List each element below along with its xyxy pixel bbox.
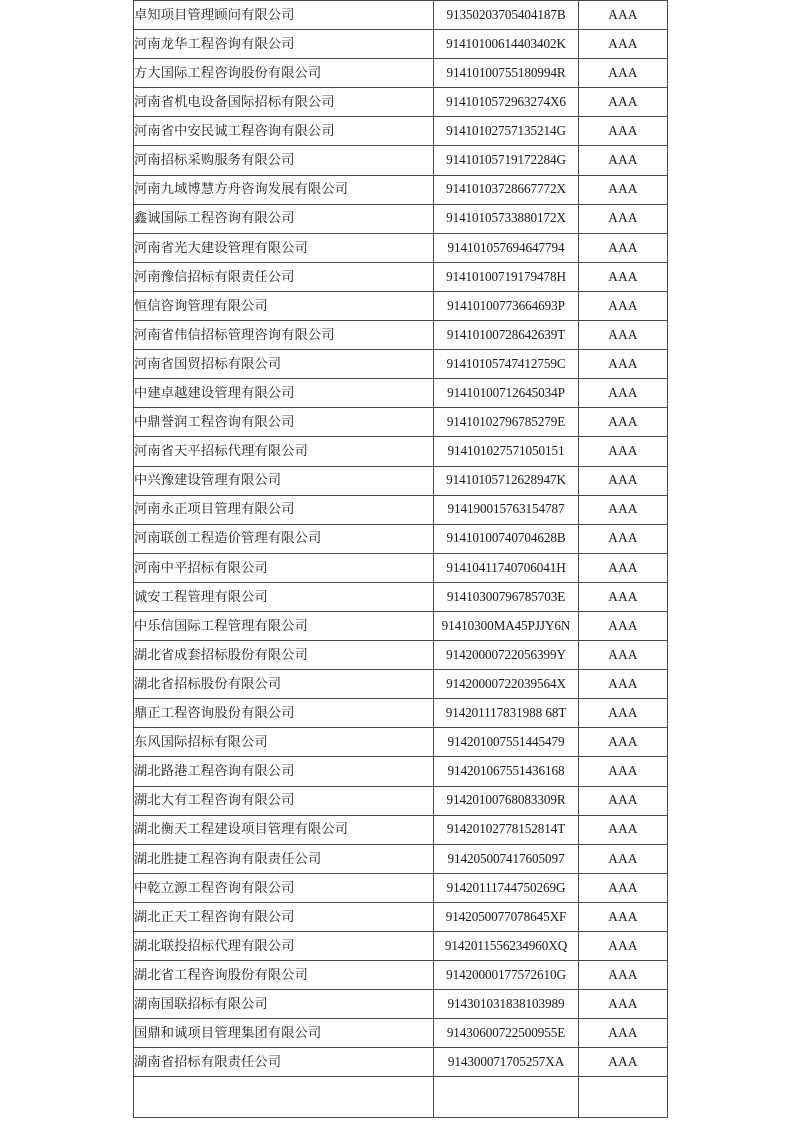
cell-organization-name: 恒信咨询管理有限公司 [134, 291, 434, 320]
cell-credit-grade: AAA [579, 437, 668, 466]
cell-credit-code: 914101057694647794 [434, 233, 579, 262]
cell-organization-name: 河南招标采购服务有限公司 [134, 146, 434, 175]
table-row [134, 641, 668, 670]
cell-organization-name: 湖北胜捷工程咨询有限责任公司 [134, 844, 434, 873]
cell-credit-grade: AAA [579, 175, 668, 204]
cell-organization-name: 湖北省成套招标股份有限公司 [134, 641, 434, 670]
cell-credit-code: 91410100773664693P [434, 291, 579, 320]
cell-organization-name: 河南九域博慧方舟咨询发展有限公司 [134, 175, 434, 204]
cell-credit-code: 91410300796785703E [434, 582, 579, 611]
cell-credit-code: 91410100728642639T [434, 321, 579, 350]
cell-organization-name: 鑫诚国际工程咨询有限公司 [134, 204, 434, 233]
table-row [134, 670, 668, 699]
table-row [134, 1048, 668, 1077]
cell-credit-code: 91430600722500955E [434, 1019, 579, 1048]
registry-table-body [134, 1, 668, 1118]
table-row [134, 175, 668, 204]
table-row [134, 437, 668, 466]
cell-organization-name: 河南中平招标有限公司 [134, 553, 434, 582]
cell-credit-code: 91410411740706041H [434, 553, 579, 582]
cell-credit-grade: AAA [579, 59, 668, 88]
cell-credit-code: 914201067551436168 [434, 757, 579, 786]
cell-credit-code: 91410105733880172X [434, 204, 579, 233]
cell-credit-grade: AAA [579, 204, 668, 233]
table-row [134, 1077, 668, 1118]
cell-credit-grade: AAA [579, 233, 668, 262]
table-row [134, 786, 668, 815]
table-row [134, 728, 668, 757]
cell-credit-code: 9142011556234960XQ [434, 932, 579, 961]
cell-credit-code: 91420000177572610G [434, 961, 579, 990]
cell-organization-name: 中兴豫建设管理有限公司 [134, 466, 434, 495]
table-row [134, 379, 668, 408]
cell-credit-grade: AAA [579, 350, 668, 379]
table-row [134, 204, 668, 233]
cell-credit-code: 9142050077078645XF [434, 902, 579, 931]
table-row [134, 88, 668, 117]
cell-credit-code: 91410100740704628B [434, 524, 579, 553]
table-row [134, 582, 668, 611]
table-row [134, 932, 668, 961]
cell-credit-code: 91410105747412759C [434, 350, 579, 379]
cell-organization-name: 湖北省工程咨询股份有限公司 [134, 961, 434, 990]
cell-credit-grade: AAA [579, 699, 668, 728]
cell-organization-name: 河南省天平招标代理有限公司 [134, 437, 434, 466]
cell-organization-name: 河南龙华工程咨询有限公司 [134, 30, 434, 59]
cell-credit-code: 914101027571050151 [434, 437, 579, 466]
cell-organization-name: 河南豫信招标有限责任公司 [134, 262, 434, 291]
cell-organization-name: 湖北省招标股份有限公司 [134, 670, 434, 699]
cell-credit-code: 91420111744750269G [434, 873, 579, 902]
cell-organization-name: 河南省中安民诚工程咨询有限公司 [134, 117, 434, 146]
table-row [134, 146, 668, 175]
cell-organization-name: 中建卓越建设管理有限公司 [134, 379, 434, 408]
table-row [134, 466, 668, 495]
cell-credit-code: 91410105712628947K [434, 466, 579, 495]
table-row [134, 524, 668, 553]
table-row [134, 30, 668, 59]
table-row [134, 233, 668, 262]
cell-credit-code: 91420000722056399Y [434, 641, 579, 670]
cell-organization-name: 卓知项目管理顾问有限公司 [134, 1, 434, 30]
table-row [134, 699, 668, 728]
cell-credit-grade: AAA [579, 30, 668, 59]
table-row [134, 350, 668, 379]
cell-credit-grade: AAA [579, 1019, 668, 1048]
cell-credit-code: 91410300MA45PJJY6N [434, 611, 579, 640]
cell-credit-grade: AAA [579, 641, 668, 670]
cell-credit-code: 91410100614403402K [434, 30, 579, 59]
table-row [134, 553, 668, 582]
cell-organization-name: 中鼎誉润工程咨询有限公司 [134, 408, 434, 437]
cell-credit-code [434, 1077, 579, 1118]
cell-organization-name: 河南省国贸招标有限公司 [134, 350, 434, 379]
cell-credit-code: 914201117831988 68T [434, 699, 579, 728]
cell-credit-code: 91420000722039564X [434, 670, 579, 699]
cell-credit-grade: AAA [579, 408, 668, 437]
cell-organization-name: 中乾立源工程咨询有限公司 [134, 873, 434, 902]
table-row [134, 844, 668, 873]
cell-credit-code: 914205007417605097 [434, 844, 579, 873]
table-row [134, 815, 668, 844]
cell-organization-name: 诚安工程管理有限公司 [134, 582, 434, 611]
table-row [134, 1019, 668, 1048]
cell-credit-code: 91410102796785279E [434, 408, 579, 437]
cell-credit-code: 914190015763154787 [434, 495, 579, 524]
cell-credit-grade: AAA [579, 815, 668, 844]
table-row [134, 408, 668, 437]
cell-credit-grade: AAA [579, 466, 668, 495]
cell-organization-name: 湖北大有工程咨询有限公司 [134, 786, 434, 815]
table-row [134, 611, 668, 640]
cell-credit-code: 91420100768083309R [434, 786, 579, 815]
cell-organization-name [134, 1077, 434, 1118]
registry-table [133, 0, 668, 1118]
table-row [134, 1, 668, 30]
cell-credit-grade: AAA [579, 990, 668, 1019]
cell-credit-grade: AAA [579, 844, 668, 873]
cell-organization-name: 河南省伟信招标管理咨询有限公司 [134, 321, 434, 350]
cell-credit-code: 914201007551445479 [434, 728, 579, 757]
cell-credit-grade: AAA [579, 1048, 668, 1077]
cell-credit-code: 91410100712645034P [434, 379, 579, 408]
cell-credit-grade: AAA [579, 1, 668, 30]
cell-credit-grade: AAA [579, 728, 668, 757]
table-row [134, 495, 668, 524]
cell-organization-name: 河南永正项目管理有限公司 [134, 495, 434, 524]
cell-organization-name: 中乐信国际工程管理有限公司 [134, 611, 434, 640]
cell-organization-name: 鼎正工程咨询股份有限公司 [134, 699, 434, 728]
cell-organization-name: 国鼎和诚项目管理集团有限公司 [134, 1019, 434, 1048]
cell-credit-code: 91350203705404187B [434, 1, 579, 30]
cell-organization-name: 湖南国联招标有限公司 [134, 990, 434, 1019]
cell-credit-grade: AAA [579, 379, 668, 408]
cell-organization-name: 河南省机电设备国际招标有限公司 [134, 88, 434, 117]
cell-organization-name: 湖北衡天工程建设项目管理有限公司 [134, 815, 434, 844]
cell-organization-name: 河南联创工程造价管理有限公司 [134, 524, 434, 553]
cell-organization-name: 河南省光大建设管理有限公司 [134, 233, 434, 262]
cell-credit-grade: AAA [579, 291, 668, 320]
cell-organization-name: 湖北正天工程咨询有限公司 [134, 902, 434, 931]
cell-credit-grade: AAA [579, 670, 668, 699]
table-row [134, 961, 668, 990]
cell-organization-name: 湖北联投招标代理有限公司 [134, 932, 434, 961]
table-row [134, 873, 668, 902]
registry-table-container [133, 0, 667, 1118]
cell-credit-code: 9141010572963274X6 [434, 88, 579, 117]
cell-credit-grade: AAA [579, 757, 668, 786]
cell-credit-code: 91410102757135214G [434, 117, 579, 146]
cell-credit-grade [579, 1077, 668, 1118]
cell-credit-grade: AAA [579, 262, 668, 291]
table-row [134, 757, 668, 786]
cell-credit-grade: AAA [579, 873, 668, 902]
table-row [134, 990, 668, 1019]
cell-credit-code: 914301031838103989 [434, 990, 579, 1019]
cell-credit-grade: AAA [579, 786, 668, 815]
cell-organization-name: 东风国际招标有限公司 [134, 728, 434, 757]
table-row [134, 59, 668, 88]
cell-credit-code: 91420102778152814T [434, 815, 579, 844]
cell-credit-grade: AAA [579, 961, 668, 990]
table-row [134, 117, 668, 146]
cell-credit-grade: AAA [579, 146, 668, 175]
cell-credit-code: 914300071705257XA [434, 1048, 579, 1077]
cell-credit-grade: AAA [579, 88, 668, 117]
cell-credit-code: 91410100719179478H [434, 262, 579, 291]
cell-credit-code: 91410105719172284G [434, 146, 579, 175]
cell-credit-grade: AAA [579, 524, 668, 553]
cell-organization-name: 湖南省招标有限责任公司 [134, 1048, 434, 1077]
cell-credit-grade: AAA [579, 932, 668, 961]
cell-credit-grade: AAA [579, 902, 668, 931]
cell-credit-grade: AAA [579, 117, 668, 146]
table-row [134, 902, 668, 931]
cell-credit-code: 91410103728667772X [434, 175, 579, 204]
cell-credit-grade: AAA [579, 611, 668, 640]
cell-credit-grade: AAA [579, 582, 668, 611]
cell-credit-code: 91410100755180994R [434, 59, 579, 88]
cell-credit-grade: AAA [579, 495, 668, 524]
cell-organization-name: 方大国际工程咨询股份有限公司 [134, 59, 434, 88]
table-row [134, 291, 668, 320]
cell-credit-grade: AAA [579, 553, 668, 582]
table-row [134, 262, 668, 291]
cell-credit-grade: AAA [579, 321, 668, 350]
table-row [134, 321, 668, 350]
cell-organization-name: 湖北路港工程咨询有限公司 [134, 757, 434, 786]
